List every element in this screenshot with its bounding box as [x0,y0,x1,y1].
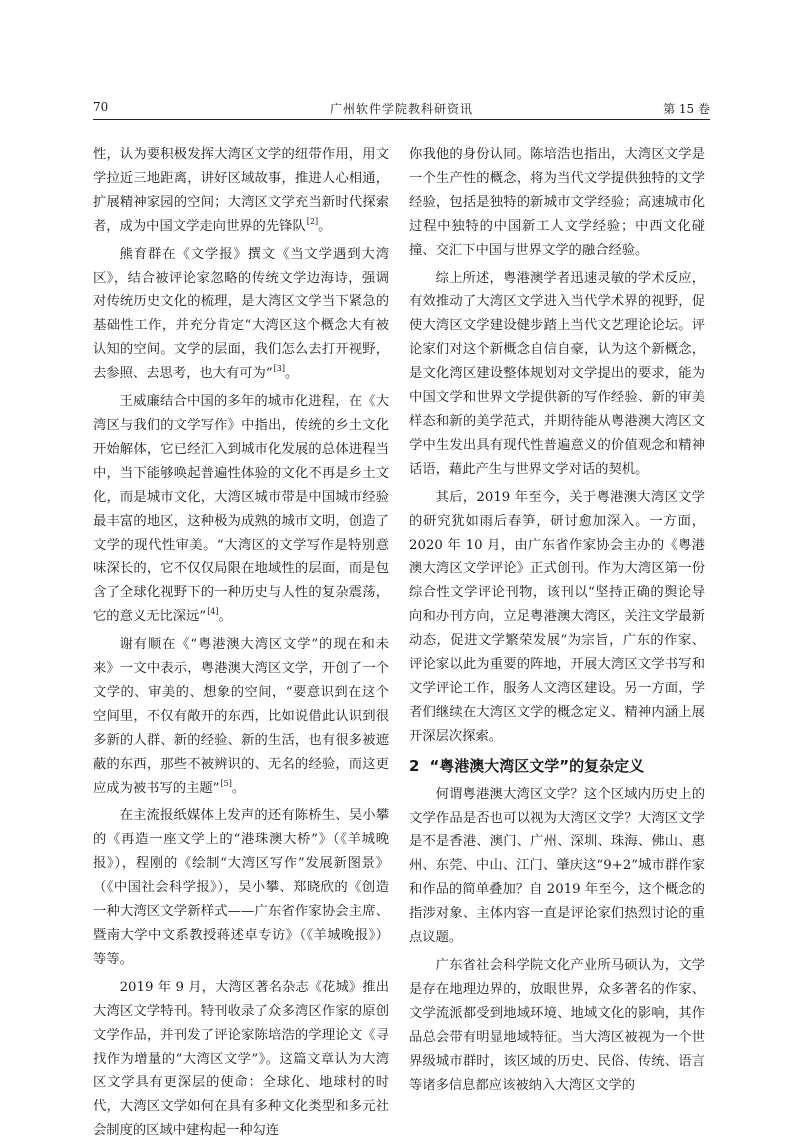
left-column [93,143,389,1147]
citation-ref: [5] [220,778,232,788]
running-header [93,99,710,120]
paragraph: 综上所述，粤港澳学者迅速灵敏的学术反应，有效推动了大湾区文学进入当代学术界的视野，促使大湾区文学建设健步踏上当代文艺理论论坛。评论家们对这个新概念自信自豪，认为这个新概念，是文化湾区建设整体规划对文学提出的要求，能为中国文学和世界文学提供新的写作经验、新的审美样态和新的美学范式，并期待能从粤港澳大湾区文学中生发出具有现代性普遍意义的价值观念和精神话语，藉此产生与世界文学对话的契机。 [409,270,705,477]
section-heading [409,753,705,779]
paragraph: 在主流报纸媒体上发声的还有陈桥生、吴小攀的《再造一座文学上的“港珠澳大桥”》（《羊城晚报》），程刚的《绘制“大湾区写作”发展新图景》（《中国社会科学报》），吴小攀、郑晓欣的《创造一种大湾区文学新样式——广东省作家协会主席、暨南大学中文系教授蒋述卓专访》（《羊城晚报》）等等。 [93,808,389,967]
citation-ref: [3] [273,364,286,374]
paragraph: 广东省社会科学院文化产业所马硕认为，文学是存在地理边界的，放眼世界，众多著名的作家、文学流派都受到地域环境、地域文化的影响，其作品总会带有明显地域特征。当大湾区被视为一个世界级城市群时，该区域的历史、民俗、传统、语言等诸多信息都应该被纳入大湾区文学的 [409,958,705,1093]
paragraph: 熊育群在《文学报》撰文《当文学遇到大湾区》，结合被评论家忽略的传统文学边海诗，强调对传统历史文化的梳理，是大湾区文学当下紧急的基础性工作，并充分肯定“大湾区这个概念大有被认知的空间。文学的层面，我们怎么去打开视野，去参照、去思考，也大有可为”[3]。 [93,246,389,382]
paragraph: 谢有顺在《“粤港澳大湾区文学”的现在和未来》一文中表示，粤港澳大湾区文学，开创了一个文学的、审美的、想象的空间，“要意识到在这个空间里，不仅有敞开的东西，比如说借此认识到很多新的人群、新的经验、新的生活，也有很多被遮蔽的东西，那些不被辨识的、无名的经验，而这更应成为被书写的主题”[5]。 [93,637,389,796]
paragraph: 2019 年 9 月，大湾区著名杂志《花城》推出大湾区文学特刊。特刊收录了众多湾区作家的原创文学作品，并刊发了评论家陈培浩的学理论文《寻找作为增量的“大湾区文学”》。这篇文章认为大湾区文学具有更深层的使命：全球化、地球村的时代，大湾区文学如何在具有多种文化类型和多元社会制度的区域中建构起一种勾连 [93,979,389,1139]
section-number: 2 [409,756,420,775]
journal-title: 广州软件学院教科研资讯 [329,102,473,116]
paragraph: 王威廉结合中国的多年的城市化进程，在《大湾区与我们的文学写作》中指出，传统的乡土文化开始解体，它已经汇入到城市化发展的总体进程当中，当下能够唤起普遍性体验的文化不再是乡土文化，而是城市文化，大湾区城市带是中国城市经验最丰富的地区，这种极为成熟的城市文明，创造了文学的现代性审美。“大湾区的文学写作是特别意味深长的，它不仅仅局限在地域性的层面，而是包含了全球化视野下的一种历史与人性的复杂震荡，它的意义无比深远”[4]。 [93,394,389,625]
section-title: “粤港澳大湾区文学”的复杂定义 [429,756,645,775]
volume-label: 第 15 卷 [663,102,710,116]
paragraph: 你我他的身份认同。陈培浩也指出，大湾区文学是一个生产性的概念，将为当代文学提供独特的文学经验，包括是独特的新城市文学经验；高速城市化过程中独特的中国新工人文学经验；中西文化碰撞、交汇下中国与世界文学的融合经验。 [409,147,705,258]
citation-ref: [4] [207,607,219,617]
paragraph: 性，认为要积极发挥大湾区文学的纽带作用，用文学拉近三地距离，讲好区域故事，推进人心相通，扩展精神家园的空间；大湾区文学充当新时代探索者，成为中国文学走向世界的先锋队[2]。 [93,147,389,234]
paragraph: 何谓粤港澳大湾区文学？这个区域内历史上的文学作品是否也可以视为大湾区文学？大湾区文学是不是香港、澳门、广州、深圳、珠海、佛山、惠州、东莞、中山、江门、肇庆这“9+2”城市群作家和作品的简单叠加？自 2019 年至今，这个概念的指涉对象、主体内容一直是评论家们热烈讨论的重点议题。 [409,786,705,946]
paragraph: 其后，2019 年至今，关于粤港澳大湾区文学的研究犹如雨后春笋，研讨愈加深入。一方面，2020 年 10 月，由广东省作家协会主办的《粤港澳大湾区文学评论》正式创刊。作为大湾区第一份综合性文学评论刊物，该刊以“坚持正确的舆论导向和办刊方向，立足粤港澳大湾区，关注文学最新动态，促进文学繁荣发展”为宗旨，广东的作家、评论家以此为重要的阵地，开展大湾区文学书写和文学评论工作，服务人文湾区建设。另一方面，学者们继续在大湾区文学的概念定义、精神内涵上展开深层次探索。 [409,489,705,744]
page-number: 70 [93,100,109,114]
right-column [409,143,705,1101]
citation-ref: [2] [306,216,319,226]
